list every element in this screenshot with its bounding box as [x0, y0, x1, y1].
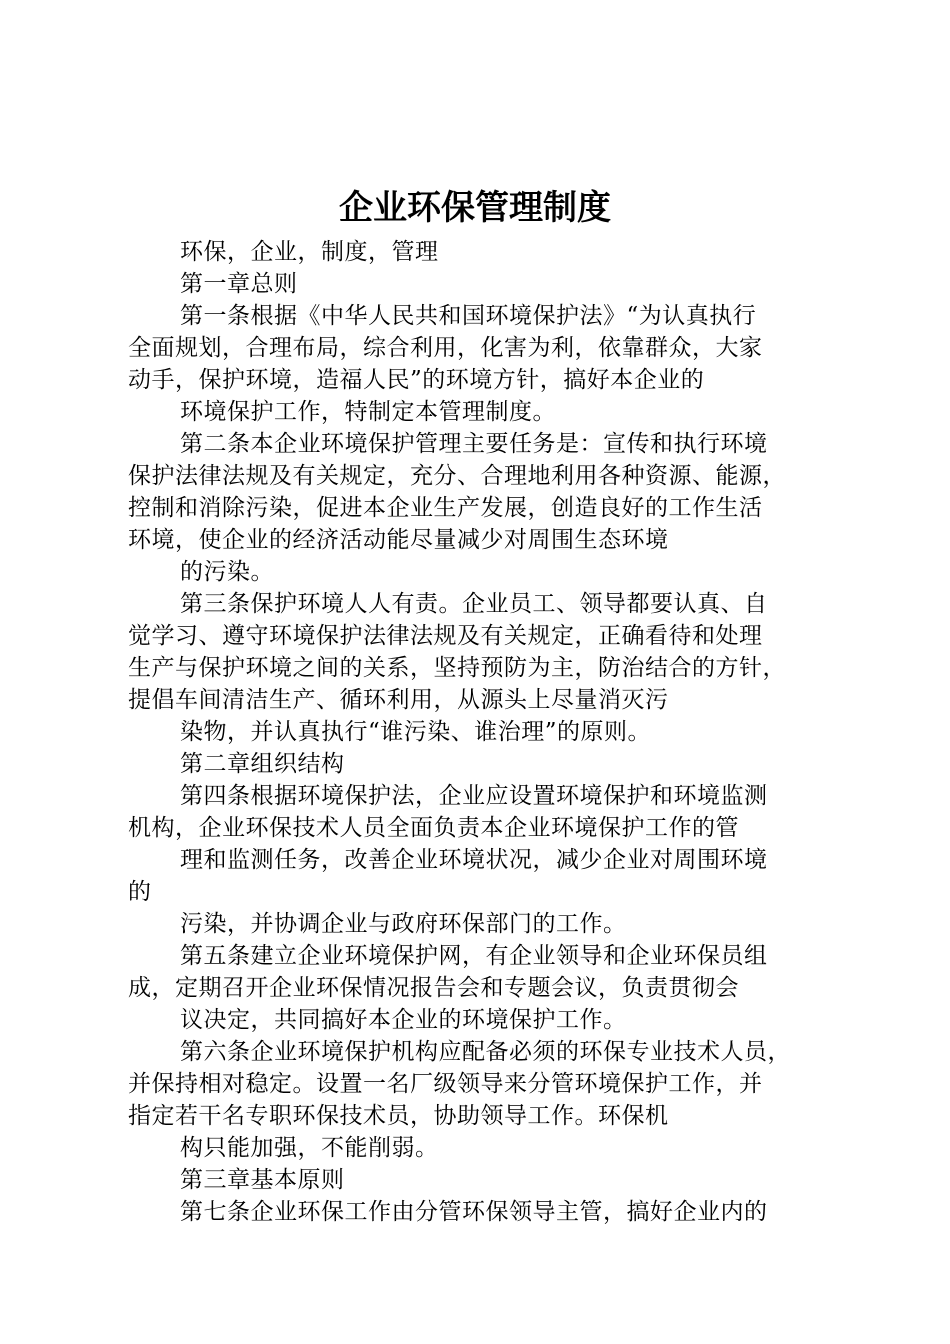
paragraph-line: 理和监测任务，改善企业环境状况，减少企业对周围环境 [180, 847, 768, 873]
paragraph-line: 控制和消除污染，促进本企业生产发展，创造良好的工作生活 [128, 495, 763, 521]
chapter-heading: 第二章组织结构 [180, 751, 345, 777]
chapter-heading: 第一章总则 [180, 271, 298, 297]
paragraph-line: 机构，企业环保技术人员全面负责本企业环境保护工作的管 [128, 815, 739, 841]
paragraph-line: 全面规划，合理布局，综合利用，化害为利，依靠群众，大家 [128, 335, 763, 361]
paragraph-line: 第七条企业环保工作由分管环保领导主管，搞好企业内的 [180, 1199, 768, 1225]
paragraph-line: 生产与保护环境之间的关系，坚持预防为主，防治结合的方针， [128, 655, 786, 681]
paragraph-line: 并保持相对稳定。设置一名厂级领导来分管环境保护工作，并 [128, 1071, 763, 1097]
paragraph-line: 议决定，共同搞好本企业的环境保护工作。 [180, 1007, 627, 1033]
paragraph-line: 环境保护工作，特制定本管理制度。 [180, 399, 556, 425]
paragraph-line: 第二条本企业环境保护管理主要任务是：宣传和执行环境 [180, 431, 768, 457]
paragraph-line: 保护法律法规及有关规定，充分、合理地利用各种资源、能源， [128, 463, 786, 489]
paragraph-line: 第六条企业环境保护机构应配备必须的环保专业技术人员， [180, 1039, 791, 1065]
paragraph-line: 构只能加强，不能削弱。 [180, 1135, 439, 1161]
document-title: 企业环保管理制度 [339, 188, 611, 228]
chapter-heading: 第三章基本原则 [180, 1167, 345, 1193]
paragraph-line: 动手，保护环境，造福人民”的环境方针，搞好本企业的 [128, 367, 705, 393]
paragraph-line: 第三条保护环境人人有责。企业员工、领导都要认真、自 [180, 591, 768, 617]
paragraph-line: 提倡车间清洁生产、循环利用，从源头上尽量消灭污 [128, 687, 669, 713]
keywords-line: 环保，企业，制度，管理 [180, 239, 439, 265]
paragraph-line: 成，定期召开企业环保情况报告会和专题会议，负责贯彻会 [128, 975, 739, 1001]
paragraph-line: 的 [128, 879, 152, 905]
paragraph-line: 觉学习、遵守环境保护法律法规及有关规定，正确看待和处理 [128, 623, 763, 649]
paragraph-line: 染物，并认真执行“谁污染、谁治理”的原则。 [180, 719, 652, 745]
paragraph-line: 第五条建立企业环境保护网，有企业领导和企业环保员组 [180, 943, 768, 969]
paragraph-line: 污染，并协调企业与政府环保部门的工作。 [180, 911, 627, 937]
paragraph-line: 的污染。 [180, 559, 274, 585]
paragraph-line: 环境，使企业的经济活动能尽量减少对周围生态环境 [128, 527, 669, 553]
paragraph-line: 第四条根据环境保护法，企业应设置环境保护和环境监测 [180, 783, 768, 809]
paragraph-line: 第一条根据《中华人民共和国环境保护法》“为认真执行 [180, 303, 757, 329]
paragraph-line: 指定若干名专职环保技术员，协助领导工作。环保机 [128, 1103, 669, 1129]
